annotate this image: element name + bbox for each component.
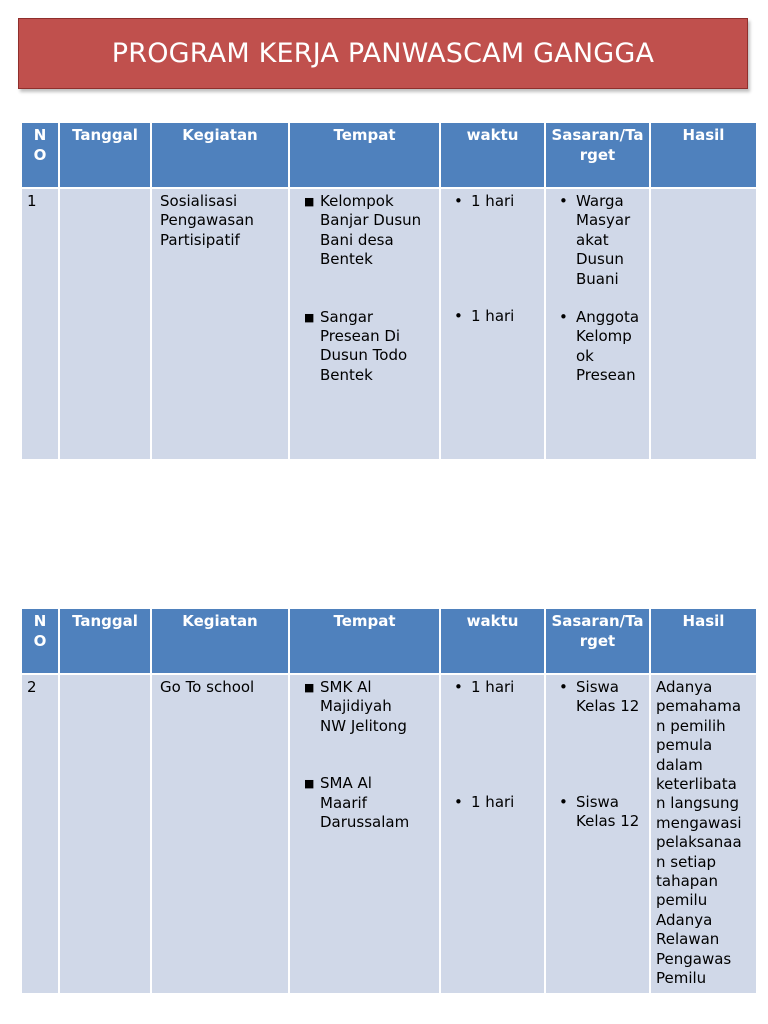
cell-tanggal [59, 674, 151, 994]
list-item: • Siswa Kelas 12 [559, 678, 640, 716]
bullet-icon: • [454, 307, 463, 325]
cell-sasaran [545, 674, 650, 994]
list-item: ■ Kelompok Banjar Dusun Bani desa Bentek [304, 192, 422, 269]
header-sasaran: Sasaran/Ta rget [545, 608, 650, 674]
table-header-row [21, 608, 757, 674]
header-kegiatan: Kegiatan [151, 608, 289, 674]
header-kegiatan: Kegiatan [151, 122, 289, 188]
header-waktu: waktu [440, 608, 545, 674]
list-item: • 1 hari [454, 307, 515, 325]
cell-tanggal [59, 188, 151, 460]
list-item: • Warga Masyar akat Dusun Buani [559, 192, 631, 288]
bullet-icon: • [454, 678, 463, 696]
bullet-icon: • [559, 308, 568, 327]
header-tempat: Tempat [289, 608, 440, 674]
list-item: • Siswa Kelas 12 [559, 793, 640, 831]
cell-hasil: Adanya pemahama n pemilih pemula dalam keterlibata n langsung mengawasi pelaksanaa n setiap tahapan pemilu Adanya Relawan Pengawas Pemilu [650, 674, 757, 994]
square-bullet-icon: ■ [304, 195, 315, 208]
bullet-icon: • [454, 192, 463, 210]
cell-sasaran [545, 188, 650, 460]
list-item: ■ SMA Al Maarif Darussalam [304, 774, 410, 832]
header-no: N O [21, 122, 59, 188]
list-item: • Anggota Kelomp ok Presean [559, 308, 640, 385]
list-item: • 1 hari [454, 793, 515, 811]
list-item: • 1 hari [454, 678, 515, 696]
list-item: • 1 hari [454, 192, 515, 210]
header-sasaran: Sasaran/Ta rget [545, 122, 650, 188]
header-hasil: Hasil [650, 608, 757, 674]
title-banner [18, 18, 748, 89]
cell-kegiatan: Go To school [151, 674, 289, 994]
header-hasil: Hasil [650, 122, 757, 188]
bullet-icon: • [559, 793, 568, 811]
header-no: N O [21, 608, 59, 674]
square-bullet-icon: ■ [304, 681, 315, 694]
list-item: ■ SMK Al Majidiyah NW Jelitong [304, 678, 407, 735]
square-bullet-icon: ■ [304, 777, 315, 791]
page-title: PROGRAM KERJA PANWASCAM GANGGA [111, 38, 655, 69]
cell-hasil [650, 188, 757, 460]
cell-waktu [440, 188, 545, 460]
cell-no: 2 [21, 674, 59, 994]
header-tanggal: Tanggal [59, 608, 151, 674]
bullet-icon: • [454, 793, 463, 811]
table-header-row [21, 122, 757, 188]
header-waktu: waktu [440, 122, 545, 188]
program-table-1 [20, 121, 758, 461]
cell-kegiatan: Sosialisasi Pengawasan Partisipatif [151, 188, 289, 460]
header-tanggal: Tanggal [59, 122, 151, 188]
bullet-icon: • [559, 192, 568, 210]
cell-no: 1 [21, 188, 59, 460]
bullet-icon: • [559, 678, 568, 696]
table-row [21, 674, 757, 994]
cell-waktu [440, 674, 545, 994]
header-tempat: Tempat [289, 122, 440, 188]
program-table-2 [20, 607, 758, 995]
table-row [21, 188, 757, 460]
cell-tempat [289, 674, 440, 994]
cell-tempat [289, 188, 440, 460]
list-item: ■ Sangar Presean Di Dusun Todo Bentek [304, 307, 408, 384]
square-bullet-icon: ■ [304, 310, 315, 324]
